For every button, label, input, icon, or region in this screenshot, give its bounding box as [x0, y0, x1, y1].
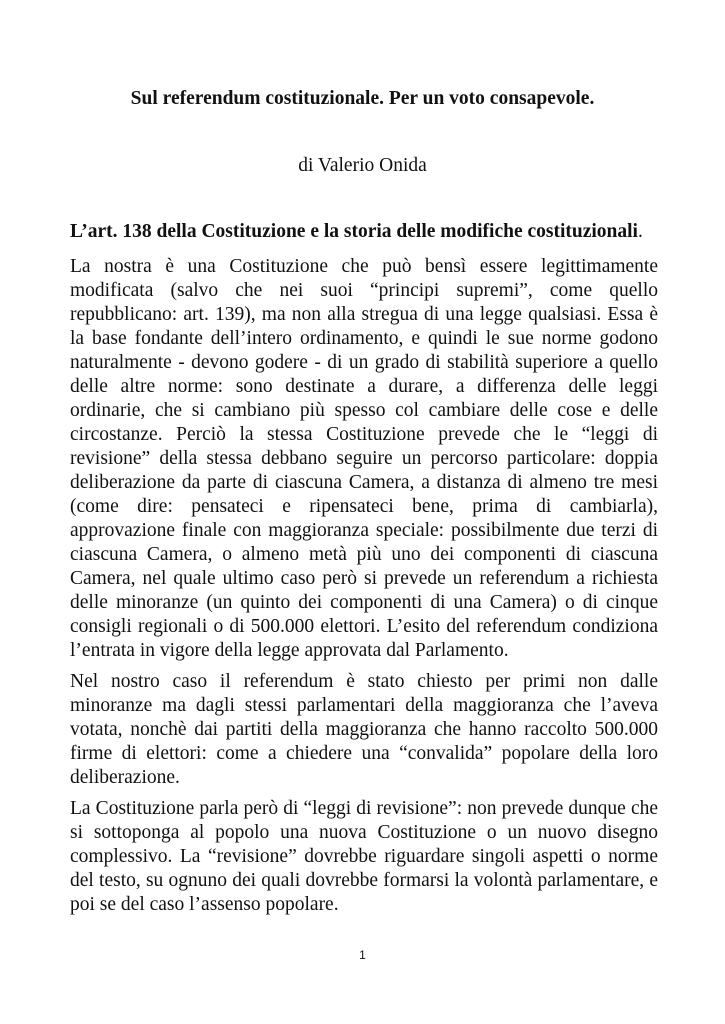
paragraph-2 [70, 670, 658, 790]
text-line: delle minoranze (un quinto dei componenti di una Camera) o di cinque [70, 592, 658, 613]
text-line: l’entrata in vigore della legge approvata dal Parlamento. [70, 640, 509, 661]
text-line: si sottoponga al popolo una nuova Costituzione o un nuovo disegno [70, 822, 658, 843]
author-byline: di Valerio Onida [298, 155, 427, 176]
section-heading [70, 220, 660, 244]
section-heading-punct: . [637, 221, 643, 242]
text-line: votata, nonchè dai partiti della maggioranza che hanno raccolto 500.000 [70, 719, 658, 740]
paragraph-3 [70, 797, 658, 917]
text-line: La nostra è una Costituzione che può bensì essere legittimamente [70, 256, 658, 277]
text-line: consigli regionali o di 500.000 elettori. L’esito del referendum condiziona [70, 616, 658, 637]
text-line: minoranze ma dagli stessi parlamentari della maggioranza che l’aveva [70, 695, 658, 716]
text-line: La Costituzione parla però di “leggi di revisione”: non prevede dunque che [70, 798, 658, 819]
text-line: revisione” della stessa debbano seguire un percorso particolare: doppia [70, 448, 658, 469]
body-text [70, 255, 658, 924]
text-line: Nel nostro caso il referendum è stato chiesto per primi non dalle [70, 671, 658, 692]
text-line: approvazione finale con maggioranza speciale: possibilmente due terzi di [70, 520, 658, 541]
text-line: (come dire: pensateci e ripensateci bene, prima di cambiarla), [70, 496, 658, 517]
document-title: Sul referendum costituzionale. Per un voto consapevole. [130, 88, 595, 109]
text-line: del testo, su ognuno dei quali dovrebbe formarsi la volontà parlamentare, e [70, 870, 658, 891]
text-line: repubblicano: art. 139), ma non alla stregua di una legge qualsiasi. Essa è [70, 304, 658, 325]
text-line: deliberazione. [70, 767, 180, 788]
text-line: delle altre norme: sono destinate a durare, a differenza delle leggi [70, 376, 658, 397]
text-line: poi se del caso l’assenso popolare. [70, 894, 339, 915]
text-line: la base fondante dell’intero ordinamento, e quindi le sue norme godono [70, 328, 658, 349]
text-line: modificata (salvo che nei suoi “principi supremi”, come quello [70, 280, 658, 301]
text-line: firme di elettori: come a chiedere una “convalida” popolare della loro [70, 743, 658, 764]
text-line: ciascuna Camera, o almeno metà più uno dei componenti di ciascuna [70, 544, 658, 565]
text-line: Camera, nel quale ultimo caso però si prevede un referendum a richiesta [70, 568, 658, 589]
text-line: complessivo. La “revisione” dovrebbe riguardare singoli aspetti o norme [70, 846, 658, 867]
text-line: ordinarie, che si cambiano più spesso col cambiare delle cose e delle [70, 400, 658, 421]
text-line: naturalmente - devono godere - di un grado di stabilità superiore a quello [70, 352, 658, 373]
text-line: circostanze. Perciò la stessa Costituzione prevede che le “leggi di [70, 424, 658, 445]
section-heading-text: L’art. 138 della Costituzione e la storia delle modifiche costituzionali [70, 221, 638, 242]
text-line: deliberazione da parte di ciascuna Camera, a distanza di almeno tre mesi [70, 472, 658, 493]
paragraph-1 [70, 255, 658, 663]
page-number: 1 [359, 948, 366, 962]
